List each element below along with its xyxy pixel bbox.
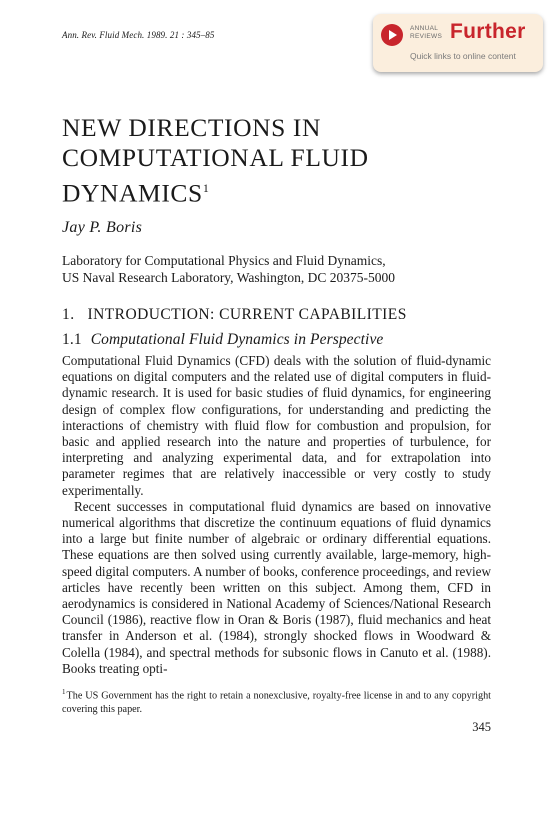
journal-reference: Ann. Rev. Fluid Mech. 1989. 21 : 345–85 [62,30,215,40]
annual-label: ANNUAL [410,25,439,32]
annual-reviews-label [410,25,442,40]
footnote [62,686,491,716]
further-subtitle: Quick links to online content [410,51,516,61]
annual-reviews-play-logo-icon [381,24,403,46]
subsection-heading [62,331,383,349]
article-title-line-3 [62,173,369,209]
article-title-line-1: NEW DIRECTIONS IN [62,113,322,142]
subsection-number: 1.1 [62,331,82,348]
further-links-badge[interactable] [373,14,543,72]
reviews-label: REVIEWS [410,32,443,40]
paragraph-2: Recent successes in computational fluid dynamics are based on innovative numerical algorithms that discretize the continuum equations of fluid dynamics into a large but finite number of algebraic or ordinary differential equations. These equations are then solved using currently available, large-memory, high-speed digital computers. A number of books, conference proceedings, and review articles have recently been written on this subject. Among them, CFD in aerodynamics is considered in National Academy of Sciences/National Research Council (1986), reactive flow in Oran & Boris (1987), fluid mechanics and heat transfer in Anderson et al. (1984), strongly shocked flows in Woodward & Colella (1984), and spectral methods for subsonic flows in Canuto et al. (1988). Books treating opti- [62,498,491,676]
paragraph-1: Computational Fluid Dynamics (CFD) deals with the solution of fluid-dynamic equations on digital computers and the related use of digital computers in fluid-dynamic research. It is used for basic studies of fluid dynamics, for engineering design of complex flow configurations, for understanding and predicting the interactions of chemistry with fluid flow for combustion and propulsion, for basic and applied research into the nature and properties of turbulence, for interpreting and analyzing experimental data, and for extrapolation into parameter regimes that are relatively inaccessible or very costly to study experimentally. [62,353,491,498]
footnote-marker: 1 [62,688,66,696]
article-title-line-2: COMPUTATIONAL FLUID [62,143,369,172]
subsection-title: Computational Fluid Dynamics in Perspective [90,331,384,348]
footnote-text: The US Government has the right to retain a nonexclusive, royalty-free license in and to any copyright covering this paper. [62,690,491,715]
author-affiliation [62,252,395,286]
section-heading: 1. INTRODUCTION: CURRENT CAPABILITIES [62,306,407,323]
affiliation-line-1: Laboratory for Computational Physics and Fluid Dynamics, [62,253,386,268]
article-title [62,113,369,209]
affiliation-line-2: US Naval Research Laboratory, Washington, DC 20375-5000 [62,270,395,285]
further-title: Further [450,20,526,43]
body-text [62,353,491,677]
title-footnote-marker[interactable]: 1 [202,181,209,195]
page-number: 345 [472,720,491,734]
article-title-line-3-text: DYNAMICS [62,178,203,208]
author-name: Jay P. Boris [62,219,143,236]
